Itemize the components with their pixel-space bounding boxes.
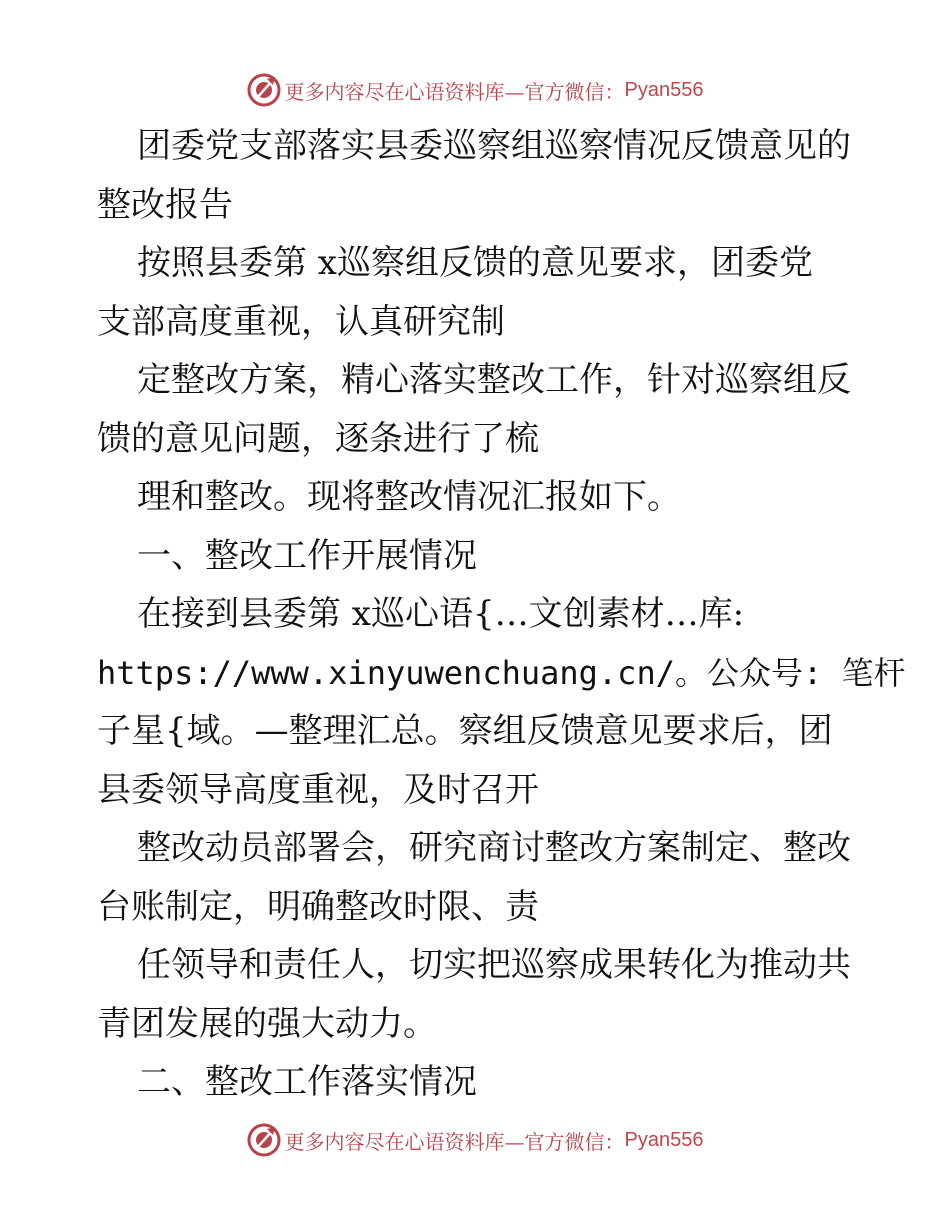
paragraph-line: 青团发展的强大动力。 <box>97 1003 437 1044</box>
banner-wechat-id: Pyan556 <box>624 1128 704 1151</box>
paragraph-line: 台账制定，明确整改时限、责 <box>97 886 539 927</box>
paragraph-line: 任领导和责任人，切实把巡察成果转化为推动共 <box>137 945 851 985</box>
paragraph-line: 定整改方案，精心落实整改工作，针对巡察组反 <box>137 360 851 400</box>
paragraph-line: 支部高度重视，认真研究制 <box>97 301 505 342</box>
banner-text: 更多内容尽在心语资料库—官方微信： <box>284 79 625 104</box>
paragraph-line-url: https://www.xinyuwenchuang.cn/。公众号: 笔杆 <box>97 653 906 692</box>
section-heading-2: 二、整改工作落实情况 <box>137 1062 477 1102</box>
paragraph-line: 子星{域。—整理汇总。察组反馈意见要求后，团 <box>97 711 833 751</box>
header-watermark-banner <box>0 70 950 110</box>
paragraph-line: 馈的意见问题，逐条进行了梳 <box>97 418 539 459</box>
paragraph-line: 按照县委第 x巡察组反馈的意见要求，团委党 <box>137 243 813 283</box>
footer-watermark-banner <box>0 1120 950 1160</box>
paragraph-line: 整改动员部署会，研究商讨整改方案制定、整改 <box>137 828 851 868</box>
section-heading-1: 一、整改工作开展情况 <box>137 535 477 576</box>
banner-text: 更多内容尽在心语资料库—官方微信： <box>284 1129 625 1154</box>
paragraph-line: 理和整改。现将整改情况汇报如下。 <box>137 477 681 517</box>
brand-logo-icon <box>247 1123 281 1157</box>
doc-title-line-1: 团委党支部落实县委巡察组巡察情况反馈意见的 <box>137 126 851 166</box>
doc-title-line-2: 整改报告 <box>97 184 233 225</box>
banner-wechat-id: Pyan556 <box>624 78 704 101</box>
document-body <box>97 117 906 1112</box>
brand-logo-icon <box>247 73 281 107</box>
paragraph-line: 县委领导高度重视，及时召开 <box>97 769 539 810</box>
paragraph-line: 在接到县委第 x巡心语{…文创素材…库: <box>137 594 745 634</box>
